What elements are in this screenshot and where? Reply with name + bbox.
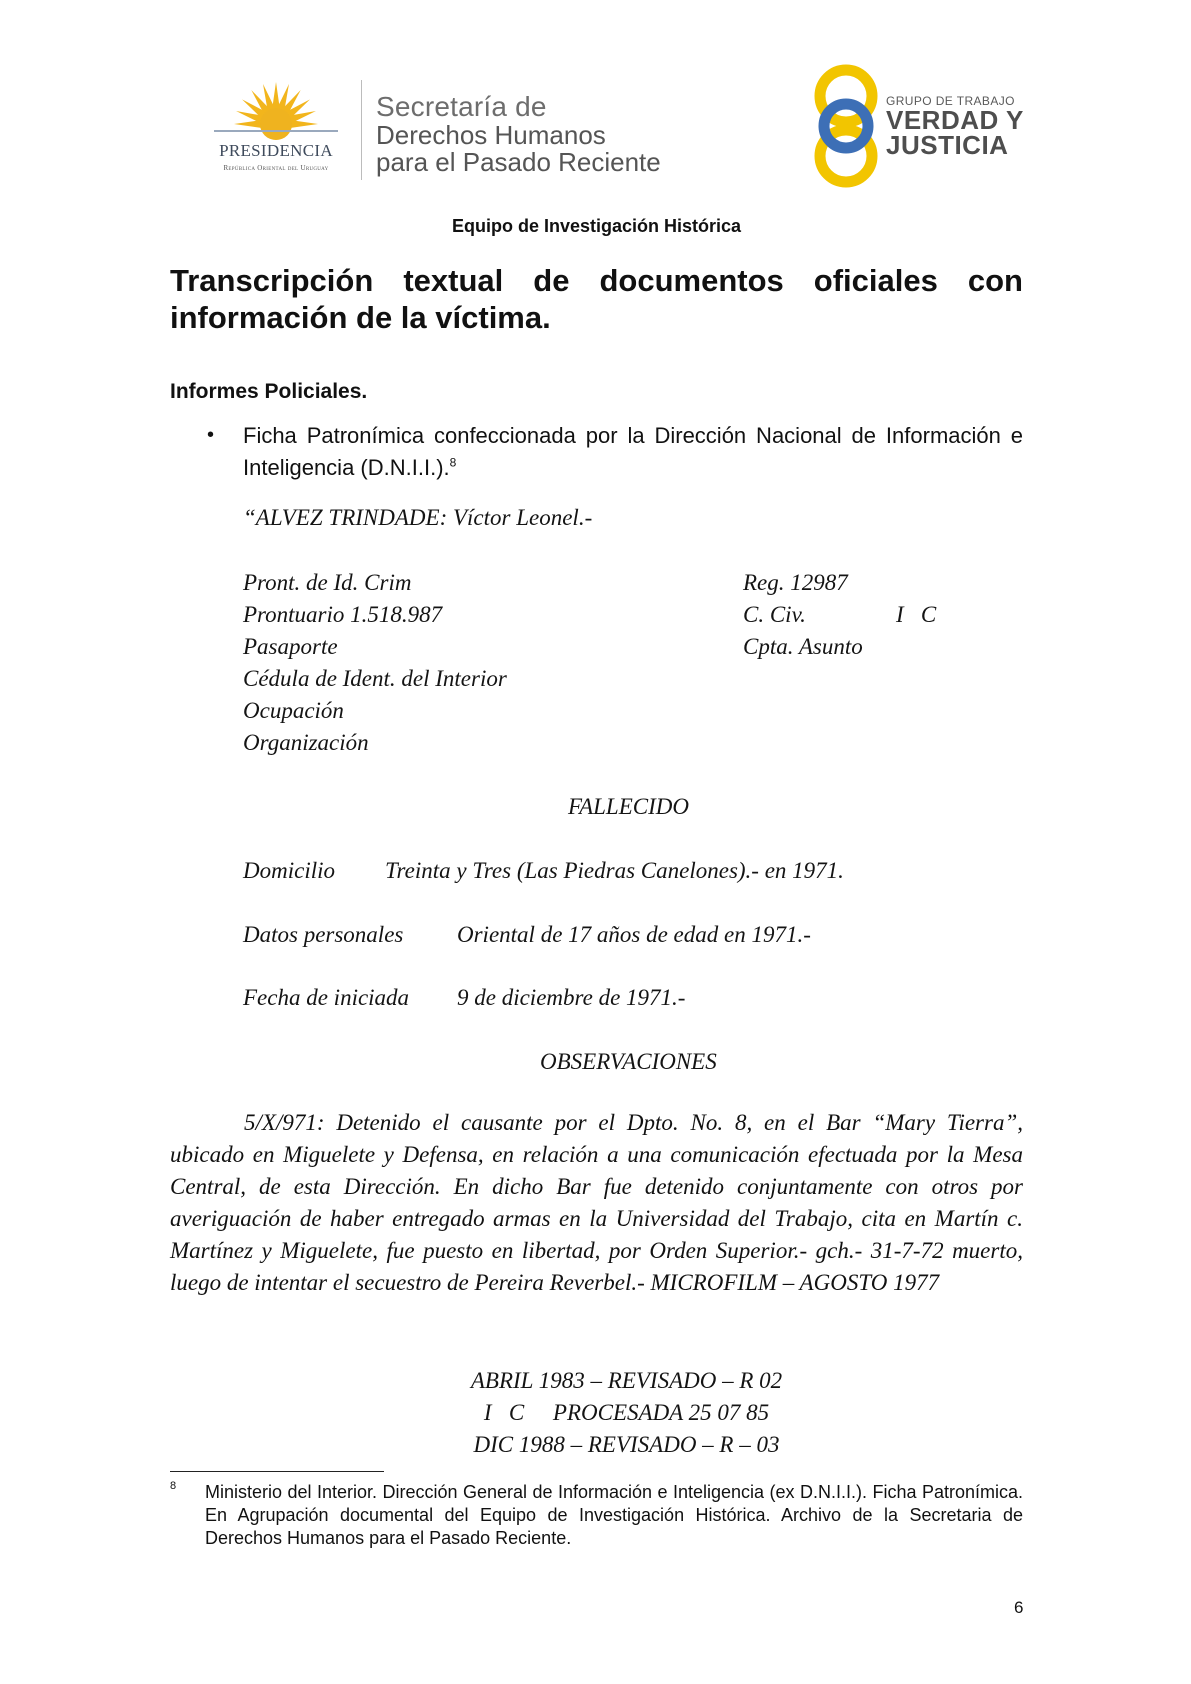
grupo-line-1: GRUPO DE TRABAJO bbox=[886, 94, 1015, 108]
footnote-separator bbox=[170, 1471, 384, 1472]
footnote-number: 8 bbox=[170, 1480, 177, 1492]
field-cedula: Cédula de Ident. del Interior bbox=[243, 666, 507, 691]
revision-line-3: DIC 1988 – REVISADO – R – 03 bbox=[473, 1432, 780, 1457]
revision-line-1: ABRIL 1983 – REVISADO – R 02 bbox=[470, 1368, 783, 1393]
observaciones-text: 5/X/971: Detenido el causante por el Dpto. No. 8, en el Bar “Mary Tierra”, ubicado en Miguelete y Defensa, en relación a una comunicación efectuada por la Mesa Central, de esta Dirección. En dicho Bar fue detenido conjuntamente con otros por averiguación de haber entregado armas en la Universidad del Trabajo, cita en Martín c. Martínez y Miguelete, fue puesto en libertad, por Orden Superior.- gch.- 31-7-72 muerto, luego de intentar el secuestro de Pereira Reverbel.- MICROFILM – AGOSTO 1977 bbox=[170, 1110, 1023, 1295]
section-heading: Informes Policiales. bbox=[170, 380, 368, 403]
field-pront-id: Pront. de Id. Crim bbox=[243, 570, 412, 595]
field-civ: C. Civ. bbox=[743, 602, 806, 627]
grupo-line-3: JUSTICIA bbox=[886, 130, 1009, 160]
page-title: Transcripción textual de documentos oficiales con información de la víctima. bbox=[170, 263, 1023, 335]
revision-line-2: I C PROCESADA 25 07 85 bbox=[483, 1400, 770, 1425]
footnote-text: Ministerio del Interior. Dirección General de Información e Inteligencia (ex D.N.I.I.). Ficha Patronímica. En Agrupación documental del Equipo de Investigación Histórica. Archivo de la Secretaria de Derechos Humanos para el Pasado Reciente. bbox=[205, 1482, 1023, 1548]
bullet-item bbox=[243, 420, 1023, 484]
grupo-trabajo-text bbox=[886, 94, 1024, 158]
field-civ-code: I C bbox=[896, 602, 937, 627]
field-asunto: Cpta. Asunto bbox=[743, 634, 863, 659]
sun-icon bbox=[196, 80, 356, 142]
presidencia-logo bbox=[196, 80, 356, 180]
field-pasaporte: Pasaporte bbox=[243, 634, 338, 659]
bullet-marker: • bbox=[207, 424, 215, 446]
secretaria-line-3: para el Pasado Reciente bbox=[376, 147, 661, 177]
grupo-line-2: VERDAD Y bbox=[886, 105, 1024, 135]
observaciones-heading: OBSERVACIONES bbox=[540, 1049, 717, 1074]
field-ocupacion: Ocupación bbox=[243, 698, 344, 723]
presidencia-name: PRESIDENCIA bbox=[219, 141, 333, 160]
domicilio-label: Domicilio bbox=[243, 858, 335, 883]
footnote-reference[interactable]: 8 bbox=[449, 455, 457, 470]
secretaria-line-1: Secretaría de bbox=[376, 91, 547, 122]
team-heading: Equipo de Investigación Histórica bbox=[451, 216, 742, 236]
field-organizacion: Organización bbox=[243, 730, 369, 755]
secretaria-logo-text bbox=[376, 92, 661, 176]
field-prontuario: Prontuario 1.518.987 bbox=[243, 602, 443, 627]
domicilio-value: Treinta y Tres (Las Piedras Canelones).- en 1971. bbox=[385, 858, 844, 883]
field-reg: Reg. 12987 bbox=[743, 570, 848, 595]
fecha-label: Fecha de iniciada bbox=[243, 985, 410, 1010]
fecha-value: 9 de diciembre de 1971.- bbox=[457, 985, 686, 1010]
datos-label: Datos personales bbox=[243, 922, 404, 947]
page-number: 6 bbox=[1014, 1598, 1024, 1617]
secretaria-line-2: Derechos Humanos bbox=[376, 120, 606, 150]
logo-divider bbox=[361, 80, 362, 180]
record-status: FALLECIDO bbox=[568, 794, 689, 819]
presidencia-subtitle: República Oriental del Uruguay bbox=[223, 164, 329, 172]
bullet-item-text: Ficha Patronímica confeccionada por la Dirección Nacional de Información e Inteligencia (D.N.I.I.). bbox=[243, 423, 1023, 480]
record-name-line: “ALVEZ TRINDADE: Víctor Leonel.- bbox=[243, 505, 593, 530]
datos-value: Oriental de 17 años de edad en 1971.- bbox=[457, 922, 811, 947]
